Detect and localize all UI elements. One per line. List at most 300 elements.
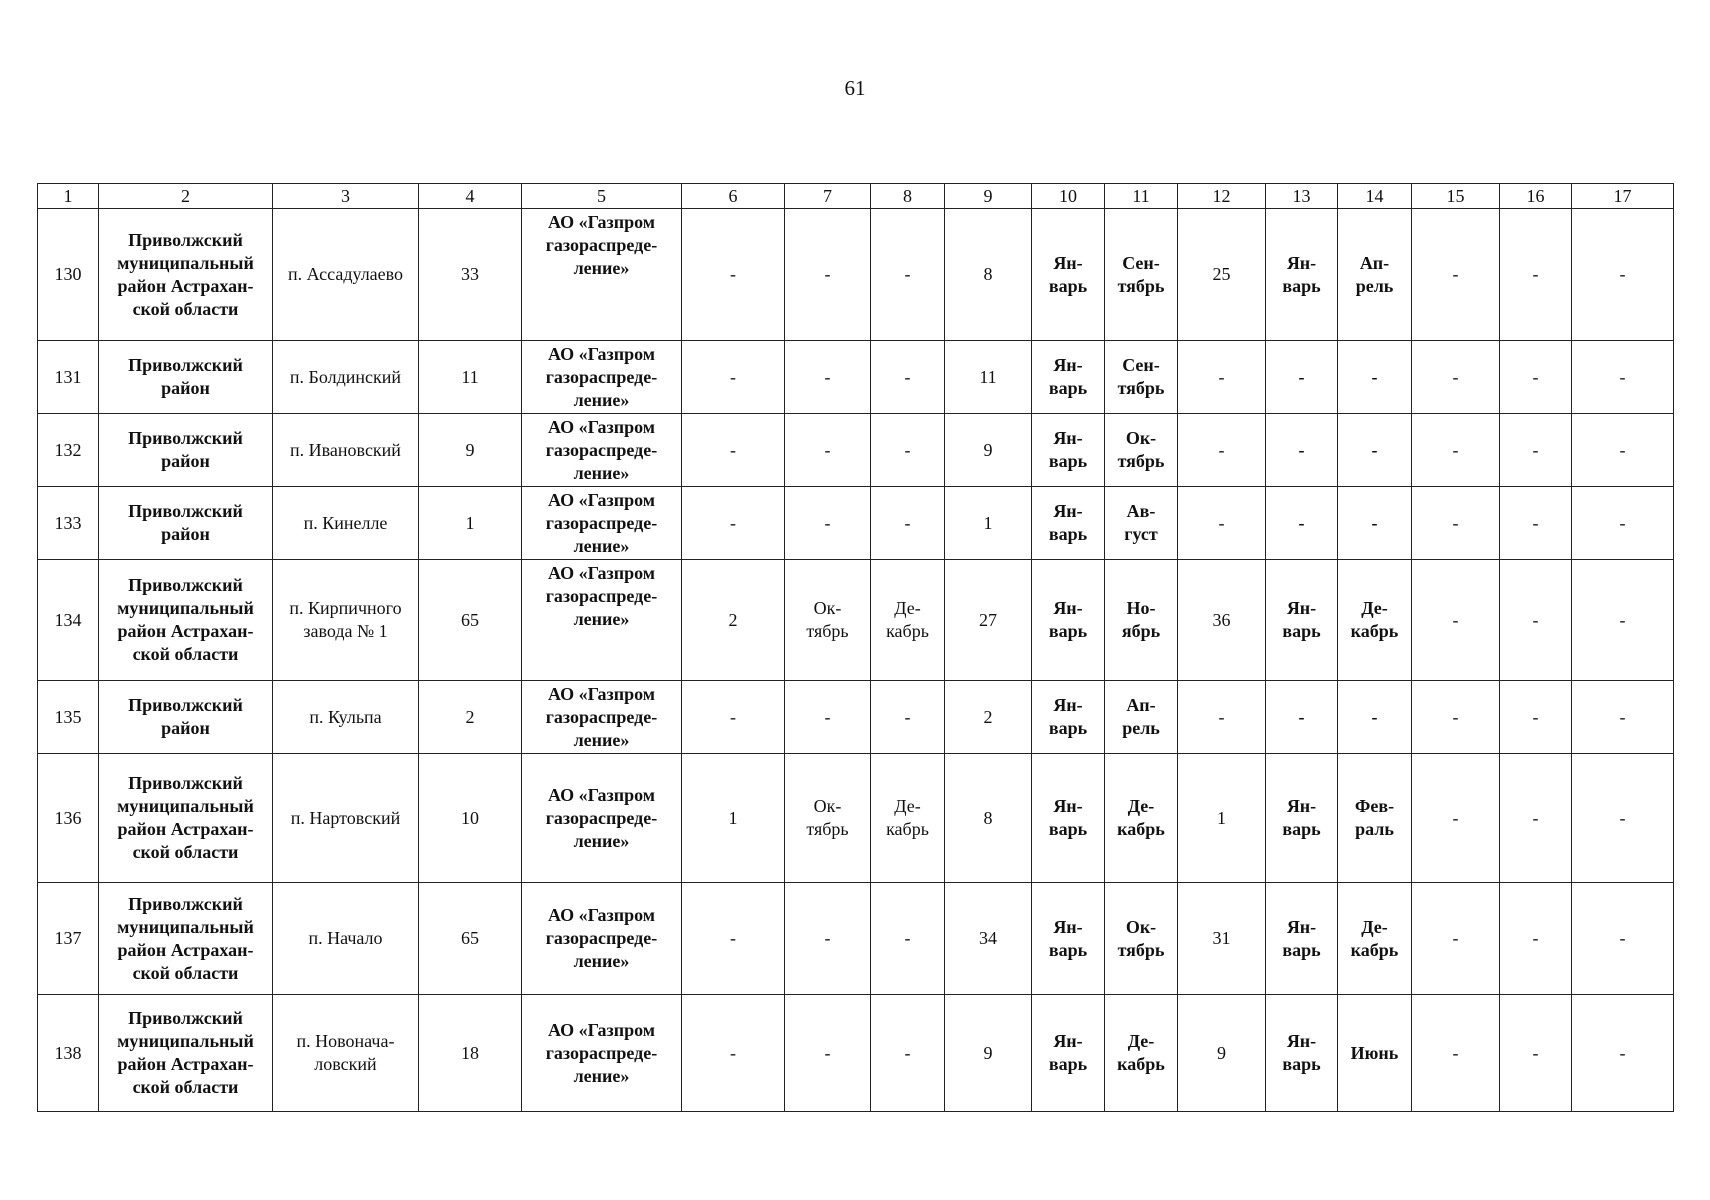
table-cell-col-6 — [682, 754, 785, 883]
table-cell-col-11 — [1105, 209, 1178, 341]
cell-text: - — [1452, 706, 1459, 727]
table-cell-col-7 — [785, 883, 871, 995]
table-cell-col-17 — [1572, 754, 1674, 883]
table-cell-col-17 — [1572, 414, 1674, 487]
table-cell-col-11 — [1105, 995, 1178, 1112]
table-cell-col-12 — [1178, 487, 1266, 560]
table-cell-col-5 — [522, 341, 682, 414]
cell-text: - — [824, 928, 831, 948]
table-cell-col-7 — [785, 560, 871, 681]
cell-text: - — [1452, 609, 1459, 630]
cell-text: Де- кабрь — [1117, 796, 1165, 839]
table-cell-col-12 — [1178, 754, 1266, 883]
cell-text: Де- кабрь — [1350, 598, 1399, 641]
cell-text: 2 — [983, 706, 993, 727]
table-cell-col-16 — [1500, 209, 1572, 341]
table-cell-col-8 — [871, 414, 945, 487]
cell-text: - — [1218, 439, 1225, 460]
table-cell-col-17 — [1572, 209, 1674, 341]
table-cell-col-2 — [99, 209, 273, 341]
cell-text: Приволжский муниципальный район Астрахан- ской области — [117, 575, 254, 664]
cell-text: - — [1532, 512, 1539, 533]
table-cell-col-12 — [1178, 341, 1266, 414]
cell-text: 138 — [54, 1042, 82, 1063]
column-header-14: 14 — [1338, 184, 1412, 209]
cell-text: 36 — [1212, 609, 1231, 630]
table-cell-col-17 — [1572, 883, 1674, 995]
table-row — [38, 341, 1674, 414]
cell-text: Сен- тябрь — [1117, 252, 1165, 296]
page-number: 61 — [844, 76, 866, 100]
table-cell-col-7 — [785, 414, 871, 487]
table-cell-col-1 — [38, 681, 99, 754]
table-cell-col-15 — [1412, 681, 1500, 754]
cell-text: - — [1532, 807, 1539, 828]
cell-text: - — [1218, 706, 1225, 727]
table-cell-col-8 — [871, 487, 945, 560]
table-cell-col-8 — [871, 995, 945, 1112]
cell-text: - — [1619, 366, 1626, 387]
table-cell-col-6 — [682, 883, 785, 995]
cell-text: 134 — [54, 609, 82, 630]
cell-text: п. Ассадулаево — [287, 264, 404, 284]
cell-text: Ян- варь — [1282, 252, 1321, 296]
table-cell-col-10 — [1032, 209, 1105, 341]
table-cell-col-4 — [419, 414, 522, 487]
cell-text: - — [824, 439, 831, 460]
column-header-4: 4 — [419, 184, 522, 209]
table-cell-col-2 — [99, 681, 273, 754]
table-cell-col-16 — [1500, 560, 1572, 681]
cell-text: Де- кабрь — [1117, 1031, 1165, 1074]
table-cell-col-9 — [945, 995, 1032, 1112]
cell-text: - — [1532, 366, 1539, 387]
table-cell-col-1 — [38, 209, 99, 341]
cell-text: Ян- варь — [1048, 501, 1088, 544]
cell-text: Ян- варь — [1048, 252, 1088, 296]
table-cell-col-9 — [945, 341, 1032, 414]
cell-text: - — [1532, 706, 1539, 727]
table-cell-col-5 — [522, 995, 682, 1112]
cell-text: - — [1532, 439, 1539, 460]
table-cell-col-3 — [273, 560, 419, 681]
cell-text: 33 — [461, 264, 479, 284]
cell-text: - — [1532, 609, 1539, 630]
table-cell-col-2 — [99, 754, 273, 883]
table-cell-col-8 — [871, 883, 945, 995]
table-cell-col-6 — [682, 681, 785, 754]
column-header-12: 12 — [1178, 184, 1266, 209]
table-cell-col-6 — [682, 560, 785, 681]
table-cell-col-13 — [1266, 681, 1338, 754]
cell-text: - — [1452, 264, 1459, 284]
cell-text: 8 — [983, 807, 993, 828]
cell-text: п. Кинелле — [303, 512, 388, 533]
table-cell-col-1 — [38, 754, 99, 883]
table-cell-col-7 — [785, 754, 871, 883]
column-header-16: 16 — [1500, 184, 1572, 209]
cell-text: АО «Газпром газораспреде- ление» — [545, 1019, 658, 1086]
table-cell-col-3 — [273, 883, 419, 995]
cell-text: АО «Газпром газораспреде- ление» — [545, 784, 658, 851]
column-header-8: 8 — [871, 184, 945, 209]
cell-text: п. Кирпичного завода № 1 — [289, 598, 402, 641]
table-cell-col-17 — [1572, 560, 1674, 681]
table-cell-col-12 — [1178, 883, 1266, 995]
table-cell-col-15 — [1412, 754, 1500, 883]
cell-text: Июнь — [1350, 1042, 1399, 1063]
table-cell-col-3 — [273, 209, 419, 341]
table-cell-col-12 — [1178, 414, 1266, 487]
table-cell-col-9 — [945, 414, 1032, 487]
cell-text: п. Начало — [308, 928, 383, 948]
cell-text: - — [730, 439, 736, 460]
cell-text: Ян- варь — [1048, 428, 1088, 471]
cell-text: Ян- варь — [1282, 796, 1321, 839]
cell-text: 1 — [465, 512, 475, 533]
table-cell-col-16 — [1500, 487, 1572, 560]
cell-text: Приволжский муниципальный район Астрахан- ской области — [117, 893, 254, 983]
cell-text: - — [1298, 439, 1305, 460]
table-cell-col-13 — [1266, 209, 1338, 341]
cell-text: - — [730, 512, 736, 533]
cell-text: - — [1218, 366, 1225, 387]
table-cell-col-2 — [99, 560, 273, 681]
table-row — [38, 209, 1674, 341]
cell-text: 132 — [54, 439, 82, 460]
cell-text: - — [1619, 1042, 1626, 1063]
cell-text: п. Кульпа — [309, 706, 382, 727]
table-cell-col-15 — [1412, 209, 1500, 341]
table-cell-col-2 — [99, 883, 273, 995]
table-cell-col-5 — [522, 754, 682, 883]
column-header-3: 3 — [273, 184, 419, 209]
cell-text: АО «Газпром газораспреде- ление» — [545, 490, 658, 556]
table-cell-col-3 — [273, 487, 419, 560]
cell-text: Ян- варь — [1048, 916, 1088, 960]
table-cell-col-9 — [945, 754, 1032, 883]
cell-text: п. Нартовский — [290, 807, 401, 828]
table-cell-col-10 — [1032, 414, 1105, 487]
table-cell-col-8 — [871, 209, 945, 341]
cell-text: 8 — [983, 264, 993, 284]
cell-text: Ок- тябрь — [1117, 428, 1165, 471]
cell-text: Де- кабрь — [1350, 916, 1399, 960]
table-row — [38, 681, 1674, 754]
cell-text: - — [1298, 706, 1305, 727]
table-cell-col-15 — [1412, 560, 1500, 681]
table-cell-col-13 — [1266, 341, 1338, 414]
cell-text: - — [1619, 706, 1626, 727]
cell-text: Приволжский муниципальный район Астрахан- ской области — [117, 1008, 254, 1097]
table-cell-col-1 — [38, 883, 99, 995]
cell-text: - — [1619, 512, 1626, 533]
cell-text: - — [824, 512, 831, 533]
cell-text: Приволжский район — [128, 501, 243, 544]
cell-text: 31 — [1212, 928, 1231, 948]
table-cell-col-4 — [419, 341, 522, 414]
cell-text: - — [904, 1042, 911, 1063]
cell-text: - — [1298, 512, 1305, 533]
table-cell-col-5 — [522, 681, 682, 754]
table-cell-col-11 — [1105, 681, 1178, 754]
table-cell-col-13 — [1266, 995, 1338, 1112]
cell-text: Ок- тябрь — [1117, 916, 1165, 960]
table-cell-col-2 — [99, 414, 273, 487]
table-cell-col-13 — [1266, 883, 1338, 995]
cell-text: АО «Газпром газораспреде- ление» — [545, 417, 658, 483]
table-cell-col-11 — [1105, 754, 1178, 883]
table-cell-col-11 — [1105, 414, 1178, 487]
table-cell-col-3 — [273, 341, 419, 414]
table-cell-col-10 — [1032, 681, 1105, 754]
cell-text: 136 — [54, 807, 82, 828]
table-cell-col-11 — [1105, 487, 1178, 560]
table-cell-col-16 — [1500, 754, 1572, 883]
table-cell-col-2 — [99, 341, 273, 414]
table-cell-col-12 — [1178, 209, 1266, 341]
cell-text: Ян- варь — [1048, 1031, 1088, 1074]
table-cell-col-7 — [785, 995, 871, 1112]
column-header-17: 17 — [1572, 184, 1674, 209]
table-cell-col-1 — [38, 995, 99, 1112]
cell-text: - — [1619, 439, 1626, 460]
cell-text: - — [1532, 1042, 1539, 1063]
table-cell-col-14 — [1338, 414, 1412, 487]
cell-text: 25 — [1212, 264, 1231, 284]
table-cell-col-9 — [945, 681, 1032, 754]
cell-text: - — [730, 1042, 736, 1063]
column-header-13: 13 — [1266, 184, 1338, 209]
table-cell-col-8 — [871, 341, 945, 414]
table-cell-col-3 — [273, 681, 419, 754]
table-cell-col-4 — [419, 487, 522, 560]
cell-text: 10 — [461, 807, 479, 828]
cell-text: Ап- рель — [1122, 695, 1160, 738]
cell-text: 130 — [54, 264, 82, 284]
table-cell-col-5 — [522, 883, 682, 995]
cell-text: - — [1619, 928, 1626, 948]
table-cell-col-3 — [273, 754, 419, 883]
cell-text: Приволжский район — [128, 428, 243, 471]
cell-text: 9 — [1217, 1042, 1226, 1063]
cell-text: - — [730, 928, 736, 948]
table-row — [38, 754, 1674, 883]
cell-text: - — [1532, 264, 1539, 284]
table-cell-col-6 — [682, 487, 785, 560]
cell-text: п. Новонача- ловский — [296, 1031, 395, 1074]
table-cell-col-17 — [1572, 487, 1674, 560]
table-cell-col-14 — [1338, 883, 1412, 995]
cell-text: Приволжский муниципальный район Астрахан- ской области — [117, 229, 254, 319]
table-row — [38, 560, 1674, 681]
cell-text: Де- кабрь — [886, 796, 929, 839]
table-cell-col-6 — [682, 995, 785, 1112]
cell-text: - — [1452, 366, 1459, 387]
cell-text: - — [1452, 928, 1459, 948]
cell-text: - — [1298, 366, 1305, 387]
table-row — [38, 487, 1674, 560]
cell-text: - — [1619, 264, 1626, 284]
column-header-1: 1 — [38, 184, 99, 209]
cell-text: - — [904, 366, 911, 387]
table-cell-col-16 — [1500, 341, 1572, 414]
cell-text: - — [1452, 512, 1459, 533]
cell-text: Ян- варь — [1282, 916, 1321, 960]
table-cell-col-17 — [1572, 341, 1674, 414]
table-cell-col-3 — [273, 995, 419, 1112]
table-cell-col-5 — [522, 487, 682, 560]
table-cell-col-8 — [871, 754, 945, 883]
cell-text: 9 — [465, 439, 475, 460]
table-cell-col-2 — [99, 995, 273, 1112]
table-cell-col-7 — [785, 681, 871, 754]
table-cell-col-7 — [785, 487, 871, 560]
cell-text: Ян- варь — [1282, 1031, 1321, 1074]
table-cell-col-1 — [38, 414, 99, 487]
cell-text: Ян- варь — [1048, 695, 1088, 738]
table-cell-col-7 — [785, 209, 871, 341]
table-cell-col-11 — [1105, 560, 1178, 681]
cell-text: - — [824, 1042, 831, 1063]
column-header-15: 15 — [1412, 184, 1500, 209]
table-cell-col-4 — [419, 560, 522, 681]
cell-text: - — [904, 512, 911, 533]
column-header-10: 10 — [1032, 184, 1105, 209]
table-cell-col-16 — [1500, 414, 1572, 487]
cell-text: - — [904, 264, 911, 284]
table-row — [38, 995, 1674, 1112]
table-cell-col-5 — [522, 209, 682, 341]
cell-text: АО «Газпром газораспреде- ление» — [545, 684, 658, 750]
table-cell-col-13 — [1266, 414, 1338, 487]
cell-text: АО «Газпром газораспреде- ление» — [545, 344, 658, 410]
cell-text: Ок- тябрь — [806, 796, 849, 839]
table-cell-col-4 — [419, 754, 522, 883]
table-cell-col-10 — [1032, 341, 1105, 414]
table-cell-col-15 — [1412, 995, 1500, 1112]
table-cell-col-11 — [1105, 883, 1178, 995]
cell-text: - — [1218, 512, 1225, 533]
table-cell-col-15 — [1412, 487, 1500, 560]
column-header-9: 9 — [945, 184, 1032, 209]
table-cell-col-16 — [1500, 995, 1572, 1112]
column-header-7: 7 — [785, 184, 871, 209]
table-row — [38, 883, 1674, 995]
cell-text: Ян- варь — [1048, 355, 1088, 398]
cell-text: - — [1371, 706, 1378, 727]
cell-text: 2 — [728, 609, 738, 630]
cell-text: 65 — [461, 609, 479, 630]
table-cell-col-2 — [99, 487, 273, 560]
cell-text: АО «Газпром газораспреде- ление» — [545, 563, 658, 629]
table-cell-col-14 — [1338, 487, 1412, 560]
cell-text: Приволжский район — [128, 695, 243, 738]
cell-text: 131 — [54, 366, 82, 387]
table-cell-col-4 — [419, 995, 522, 1112]
column-header-6: 6 — [682, 184, 785, 209]
cell-text: - — [1619, 609, 1626, 630]
cell-text: - — [730, 366, 736, 387]
table-cell-col-9 — [945, 560, 1032, 681]
table-cell-col-14 — [1338, 995, 1412, 1112]
table-cell-col-9 — [945, 209, 1032, 341]
cell-text: - — [1371, 512, 1378, 533]
table-cell-col-15 — [1412, 414, 1500, 487]
table-cell-col-14 — [1338, 209, 1412, 341]
table-cell-col-11 — [1105, 341, 1178, 414]
cell-text: Фев- раль — [1354, 796, 1395, 839]
table-cell-col-14 — [1338, 560, 1412, 681]
table-cell-col-13 — [1266, 560, 1338, 681]
cell-text: Сен- тябрь — [1117, 355, 1165, 398]
cell-text: - — [824, 366, 831, 387]
table-row — [38, 414, 1674, 487]
table-cell-col-6 — [682, 341, 785, 414]
table-cell-col-14 — [1338, 754, 1412, 883]
cell-text: 1 — [983, 512, 993, 533]
cell-text: - — [1532, 928, 1539, 948]
table-header-row — [38, 184, 1674, 209]
column-header-2: 2 — [99, 184, 273, 209]
column-header-11: 11 — [1105, 184, 1178, 209]
table-cell-col-9 — [945, 883, 1032, 995]
cell-text: - — [904, 706, 911, 727]
table-cell-col-6 — [682, 209, 785, 341]
cell-text: - — [824, 264, 831, 284]
cell-text: - — [730, 264, 736, 284]
cell-text: Де- кабрь — [886, 598, 929, 641]
cell-text: 11 — [979, 366, 997, 387]
cell-text: АО «Газпром газораспреде- ление» — [545, 905, 658, 971]
cell-text: АО «Газпром газораспреде- ление» — [545, 212, 658, 278]
cell-text: 9 — [983, 439, 993, 460]
cell-text: Ян- варь — [1282, 598, 1321, 641]
cell-text: 34 — [979, 928, 997, 948]
table-cell-col-15 — [1412, 883, 1500, 995]
table-cell-col-8 — [871, 560, 945, 681]
cell-text: 11 — [461, 366, 479, 387]
table-cell-col-16 — [1500, 883, 1572, 995]
cell-text: 135 — [54, 706, 82, 727]
cell-text: - — [1452, 439, 1459, 460]
cell-text: Ав- густ — [1124, 501, 1158, 544]
table-cell-col-10 — [1032, 487, 1105, 560]
table-cell-col-7 — [785, 341, 871, 414]
table-cell-col-10 — [1032, 883, 1105, 995]
cell-text: 133 — [54, 512, 82, 533]
cell-text: п. Болдинский — [289, 366, 402, 387]
table-cell-col-12 — [1178, 995, 1266, 1112]
table-cell-col-10 — [1032, 560, 1105, 681]
table-cell-col-14 — [1338, 681, 1412, 754]
table-cell-col-1 — [38, 341, 99, 414]
cell-text: Приволжский район — [128, 355, 243, 398]
cell-text: - — [730, 706, 736, 727]
table-cell-col-13 — [1266, 754, 1338, 883]
cell-text: - — [904, 439, 911, 460]
table-cell-col-12 — [1178, 560, 1266, 681]
cell-text: - — [1452, 807, 1459, 828]
cell-text: Ок- тябрь — [806, 598, 849, 641]
cell-text: 65 — [461, 928, 479, 948]
cell-text: Но- ябрь — [1121, 598, 1161, 641]
cell-text: п. Ивановский — [290, 439, 401, 460]
cell-text: - — [1452, 1042, 1459, 1063]
cell-text: - — [1619, 807, 1626, 828]
table-cell-col-15 — [1412, 341, 1500, 414]
cell-text: Ян- варь — [1048, 598, 1088, 641]
